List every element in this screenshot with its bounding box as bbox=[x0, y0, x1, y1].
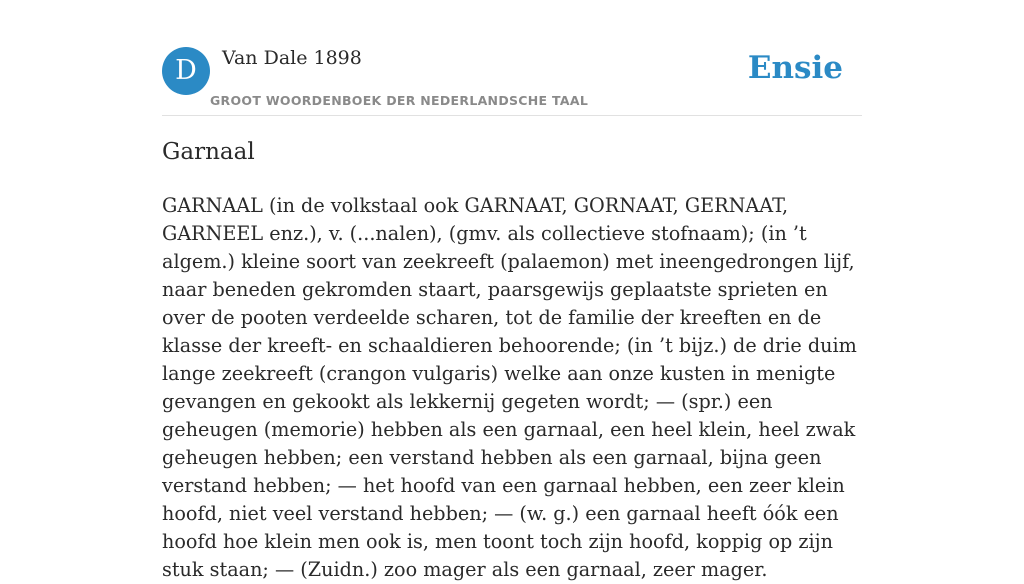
source-subtitle: GROOT WOORDENBOEK DER NEDERLANDSCHE TAAL bbox=[210, 93, 589, 108]
entry-title: Garnaal bbox=[162, 139, 255, 165]
source-title-link[interactable]: Van Dale 1898 bbox=[222, 47, 362, 69]
site-header bbox=[162, 46, 862, 116]
brand-logo-link[interactable]: Ensie bbox=[747, 50, 843, 86]
source-logo[interactable]: D bbox=[162, 47, 210, 95]
entry-definition: GARNAAL (in de volkstaal ook GARNAAT, GORNAAT, GERNAAT, GARNEEL enz.), v. (...nalen), (gmv. als collectieve stofnaam); (in ’t algem.) kleine soort van zeekreeft (palaemon) met ineengedrongen lijf, naar beneden gekromden staart, paarsgewijs geplaatste sprieten en over de pooten verdeelde scharen, tot de familie der kreeften en de klasse der kreeft- en schaaldieren behoorende; (in ’t bijz.) de drie duim lange zeekreeft (crangon vulgaris) welke aan onze kusten in menigte gevangen en gekookt als lekkernij gegeten wordt; — (spr.) een geheugen (memorie) hebben als een garnaal, een heel klein, heel zwak geheugen hebben; een verstand hebben als een garnaal, bijna geen verstand hebben; — het hoofd van een garnaal hebben, een zeer klein hoofd, niet veel verstand hebben; — (w. g.) een garnaal heeft óók een hoofd hoe klein men ook is, men toont toch zijn hoofd, koppig op zijn stuk staan; — (Zuidn.) zoo mager als een garnaal, zeer mager. bbox=[162, 194, 857, 581]
